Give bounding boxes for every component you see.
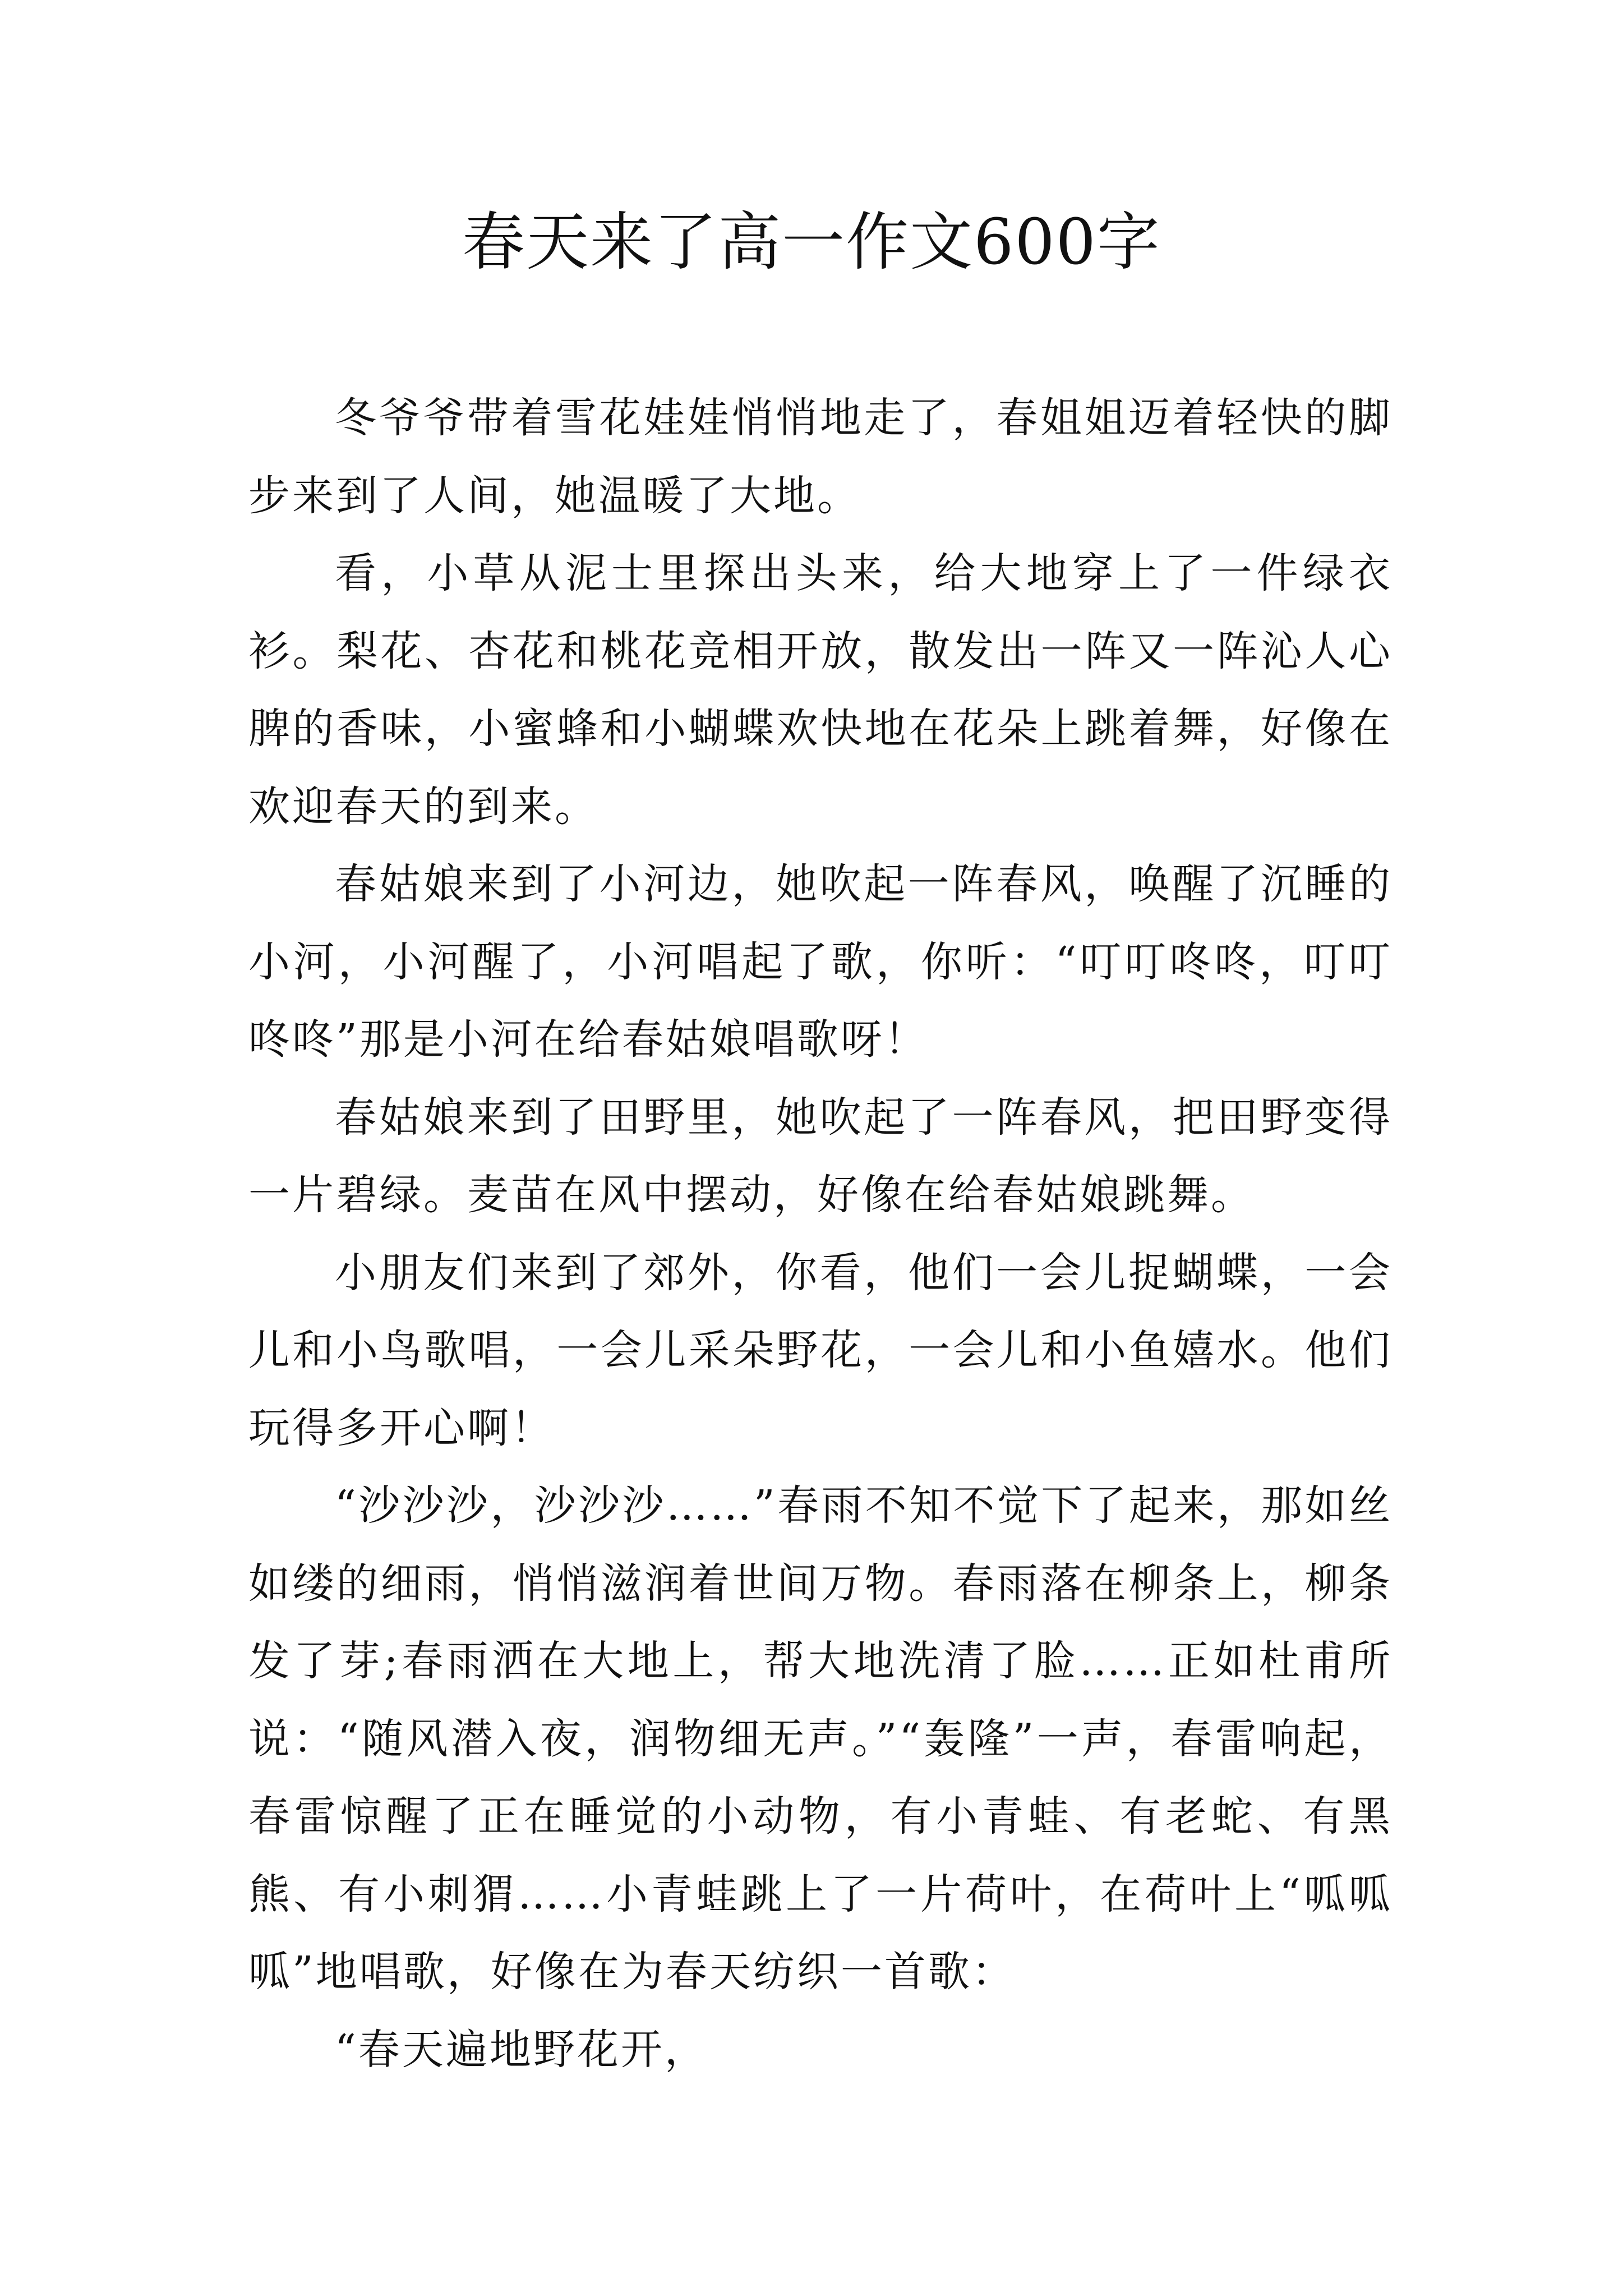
- paragraph-3: 春姑娘来到了小河边，她吹起一阵春风，唤醒了沉睡的小河，小河醒了，小河唱起了歌，你听：“叮叮咚咚，叮叮咚咚”那是小河在给春姑娘唱歌呀！: [248, 860, 1393, 1064]
- document-title: 春天来了高一作文600字: [462, 206, 1161, 279]
- paragraph-4: 春姑娘来到了田野里，她吹起了一阵春风，把田野变得一片碧绿。麦苗在风中摆动，好像在给春姑娘跳舞。: [248, 1093, 1393, 1219]
- paragraph-5: 小朋友们来到了郊外，你看，他们一会儿捉蝴蝶，一会儿和小鸟歌唱，一会儿采朵野花，一会儿和小鱼嬉水。他们玩得多开心啊！: [248, 1248, 1393, 1452]
- paragraph-2: 看，小草从泥士里探出头来，给大地穿上了一件绿衣衫。梨花、杏花和桃花竞相开放，散发出一阵又一阵沁人心脾的香味，小蜜蜂和小蝴蝶欢快地在花朵上跳着舞，好像在欢迎春天的到来。: [248, 549, 1393, 831]
- paragraph-1: 冬爷爷带着雪花娃娃悄悄地走了，春姐姐迈着轻快的脚步来到了人间，她温暖了大地。: [248, 394, 1393, 520]
- paragraph-6: “沙沙沙，沙沙沙……”春雨不知不觉下了起来，那如丝如缕的细雨，悄悄滋润着世间万物。春雨落在柳条上，柳条发了芽;春雨洒在大地上，帮大地洗清了脸……正如杜甫所说：“随风潜入夜，润物细无声。”“轰隆”一声，春雷响起，春雷惊醒了正在睡觉的小动物，有小青蛙、有老蛇、有黑熊、有小刺猬……小青蛙跳上了一片荷叶，在荷叶上“呱呱呱”地唱歌，好像在为春天纺织一首歌：: [248, 1481, 1393, 1996]
- essay-body: [248, 379, 1393, 2088]
- paragraph-7: “春天遍地野花开，: [335, 2025, 708, 2074]
